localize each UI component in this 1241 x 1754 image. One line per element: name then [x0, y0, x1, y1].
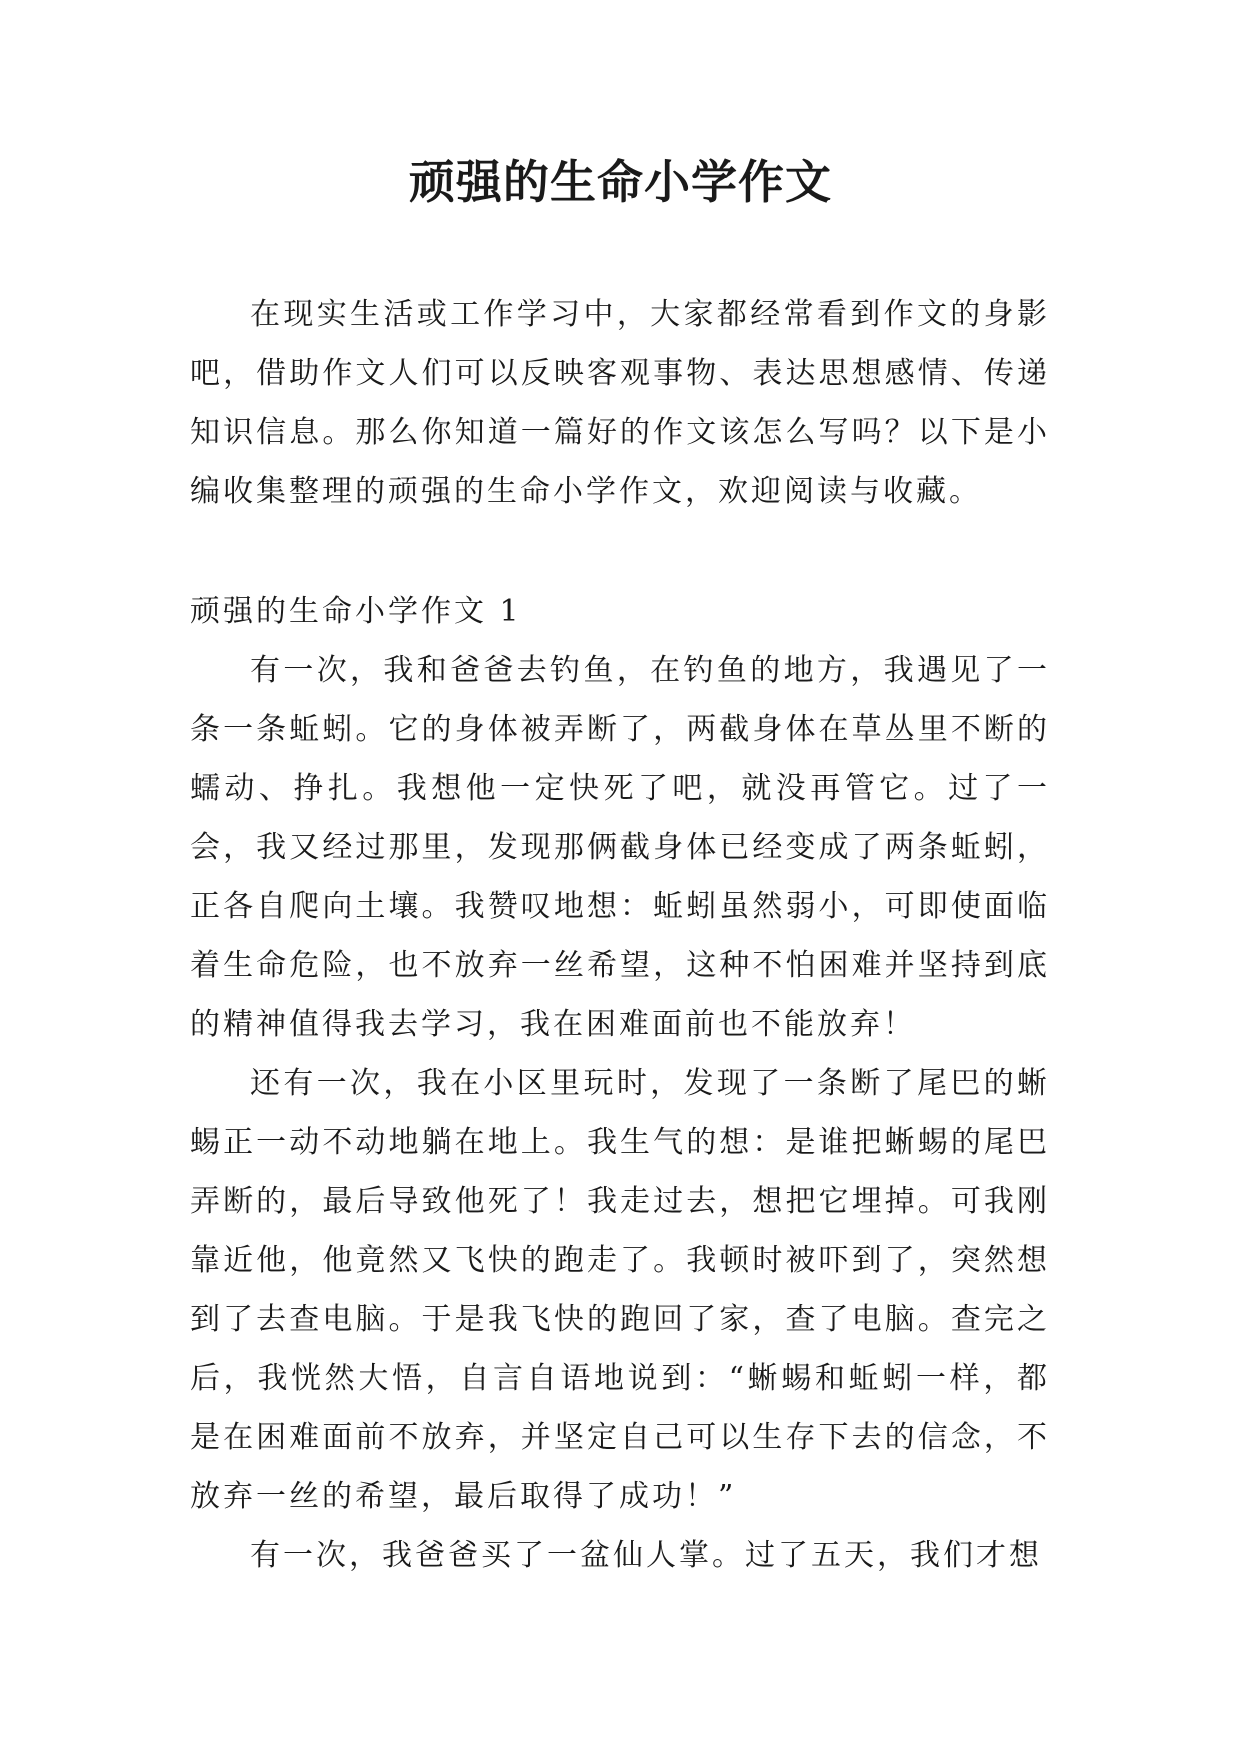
essay-section-1 — [190, 582, 1050, 1585]
section-heading: 顽强的生命小学作文 1 — [190, 594, 522, 629]
essay-paragraph-3: 有一次，我爸爸买了一盆仙人掌。过了五天，我们才想 — [250, 1538, 1042, 1573]
essay-paragraph-1: 有一次，我和爸爸去钓鱼，在钓鱼的地方，我遇见了一条一条蚯蚓。它的身体被弄断了，两截身体在草丛里不断的蠕动、挣扎。我想他一定快死了吧，就没再管它。过了一会，我又经过那里，发现那俩截身体已经变成了两条蚯蚓，正各自爬向土壤。我赞叹地想：蚯蚓虽然弱小，可即使面临着生命危险，也不放弃一丝希望，这种不怕困难并坚持到底的精神值得我去学习，我在困难面前也不能放弃！ — [190, 653, 1050, 1042]
intro-block — [190, 285, 1050, 521]
document-title: 顽强的生命小学作文 — [409, 155, 832, 209]
essay-paragraph-2: 还有一次，我在小区里玩时，发现了一条断了尾巴的蜥蜴正一动不动地躺在地上。我生气的想：是谁把蜥蜴的尾巴弄断的，最后导致他死了！我走过去，想把它埋掉。可我刚靠近他，他竟然又飞快的跑走了。我顿时被吓到了，突然想到了去查电脑。于是我飞快的跑回了家，查了电脑。查完之后，我恍然大悟，自言自语地说到：“蜥蜴和蚯蚓一样，都是在困难面前不放弃，并坚定自己可以生存下去的信念，不放弃一丝的希望，最后取得了成功！” — [190, 1066, 1050, 1514]
intro-paragraph: 在现实生活或工作学习中，大家都经常看到作文的身影吧，借助作文人们可以反映客观事物、表达思想感情、传递知识信息。那么你知道一篇好的作文该怎么写吗？以下是小编收集整理的顽强的生命小学作文，欢迎阅读与收藏。 — [190, 297, 1050, 509]
